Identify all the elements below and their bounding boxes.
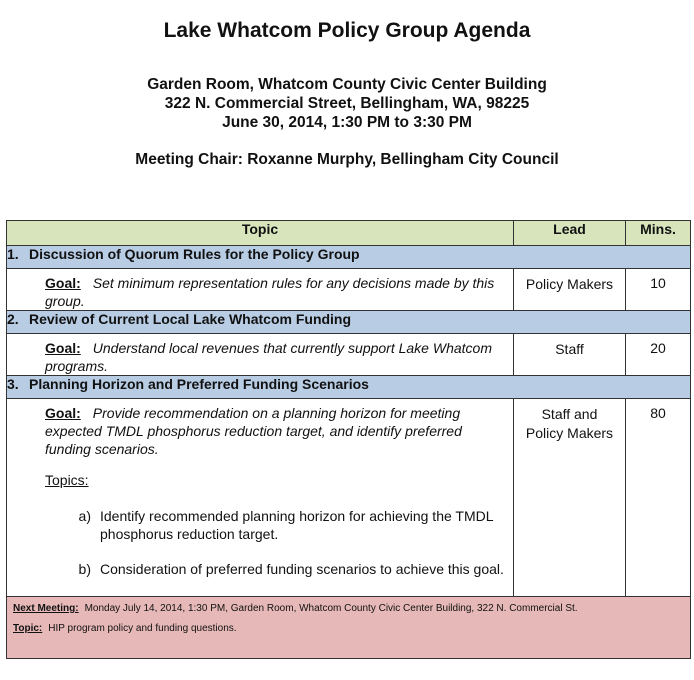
section-title xyxy=(7,376,691,399)
goal-cell xyxy=(7,269,514,311)
lead-cell xyxy=(514,399,626,597)
next-topic-label: Topic: xyxy=(13,623,43,634)
topic-text: Consideration of preferred funding scenarios to achieve this goal. xyxy=(100,561,504,577)
agenda-item-row-1 xyxy=(7,269,691,311)
next-topic-text: HIP program policy and funding questions. xyxy=(48,623,237,634)
next-meeting-line xyxy=(13,603,686,614)
column-header-mins: Mins. xyxy=(626,221,691,246)
column-header-lead: Lead xyxy=(514,221,626,246)
goal-label: Goal: xyxy=(45,405,81,421)
topic-letter: b) xyxy=(78,561,91,577)
goal-label: Goal: xyxy=(45,275,81,291)
topics-label: Topics: xyxy=(45,472,89,488)
footer-row xyxy=(7,597,691,659)
mins-cell: 80 xyxy=(626,399,691,597)
topic-text: Identify recommended planning horizon for achieving the TMDL phosphorus reduction target. xyxy=(100,508,493,542)
section-row-1 xyxy=(7,246,691,269)
section-number: 2. xyxy=(7,311,19,327)
location-line-1: Garden Room, Whatcom County Civic Center Building xyxy=(147,76,547,93)
agenda-item-row-3 xyxy=(7,399,691,597)
section-row-3 xyxy=(7,376,691,399)
section-row-2 xyxy=(7,311,691,334)
mins-cell: 10 xyxy=(626,269,691,311)
section-title-text: Planning Horizon and Preferred Funding Scenarios xyxy=(29,376,369,392)
goal-text: Understand local revenues that currently support Lake Whatcom programs. xyxy=(45,340,492,374)
agenda-table xyxy=(6,220,691,659)
footer-cell xyxy=(7,597,691,659)
goal-text: Set minimum representation rules for any decisions made by this group. xyxy=(45,275,495,309)
goal-label: Goal: xyxy=(45,340,81,356)
location-line-2: 322 N. Commercial Street, Bellingham, WA, 98225 xyxy=(164,95,530,112)
section-title xyxy=(7,311,691,334)
topic-item xyxy=(45,507,509,543)
next-meeting-text: Monday July 14, 2014, 1:30 PM, Garden Room, Whatcom County Civic Center Building, 322 N. Commercial St. xyxy=(84,603,578,614)
goal-cell xyxy=(7,399,514,597)
topic-item xyxy=(45,560,509,578)
goal-cell xyxy=(7,334,514,376)
meeting-datetime: June 30, 2014, 1:30 PM to 3:30 PM xyxy=(222,114,472,131)
next-meeting-label: Next Meeting: xyxy=(13,603,79,614)
agenda-title: Lake Whatcom Policy Group Agenda xyxy=(163,19,531,42)
section-number: 3. xyxy=(7,376,19,392)
section-title xyxy=(7,246,691,269)
lead-cell: Policy Makers xyxy=(514,269,626,311)
agenda-item-row-2 xyxy=(7,334,691,376)
lead-line: Staff and xyxy=(541,406,598,422)
column-header-topic: Topic xyxy=(7,221,514,246)
section-title-text: Discussion of Quorum Rules for the Policy Group xyxy=(29,246,360,262)
next-topic-line xyxy=(13,623,686,634)
lead-cell: Staff xyxy=(514,334,626,376)
goal-text: Provide recommendation on a planning horizon for meeting expected TMDL phosphorus reduction target, and identify preferred funding scenarios. xyxy=(45,405,462,457)
section-title-text: Review of Current Local Lake Whatcom Funding xyxy=(29,311,352,327)
meeting-chair: Meeting Chair: Roxanne Murphy, Bellingham City Council xyxy=(135,151,559,168)
table-header-row xyxy=(7,221,691,246)
lead-line: Policy Makers xyxy=(525,425,614,441)
mins-cell: 20 xyxy=(626,334,691,376)
topic-letter: a) xyxy=(78,508,91,524)
section-number: 1. xyxy=(7,246,19,262)
